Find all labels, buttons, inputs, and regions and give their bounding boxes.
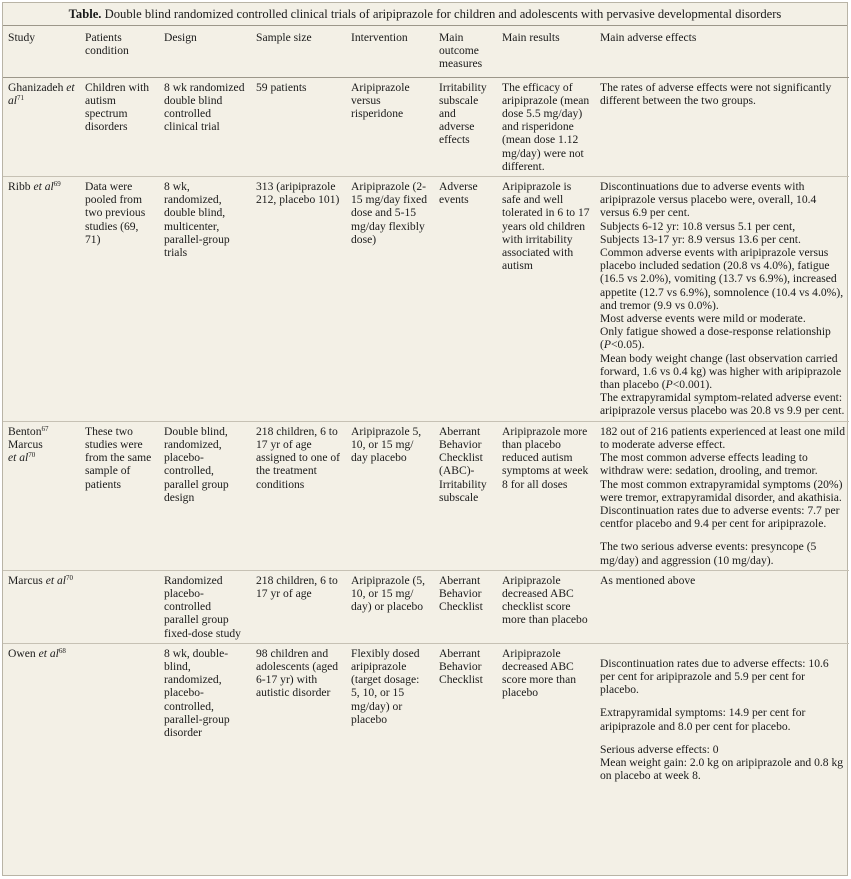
adverse-paragraph: The two serious adverse events: presyncope (5 mg/day) and aggression (10 mg/day). xyxy=(600,540,817,567)
cell-sample: 218 children, 6 to 17 yr of age xyxy=(251,570,346,643)
study-name: Benton xyxy=(8,424,42,438)
adverse-paragraph: Discontinuation rates due to adverse effects: 10.6 per cent for aripiprazole and 5.9 per cent for placebo. xyxy=(600,656,829,697)
table-row xyxy=(3,177,849,422)
study-ref: 68 xyxy=(58,646,66,655)
cell-outcome: Adverse events xyxy=(434,177,497,422)
cell-results: Aripiprazole is safe and well tolerated in 6 to 17 years old children with irritability associated with autism xyxy=(497,177,595,422)
cell-adverse: The rates of adverse effects were not significantly different between the two groups. xyxy=(595,77,849,176)
adverse-paragraph: Common adverse events with aripiprazole versus placebo included sedation (20.8 vs 4.0%), fatigue (16.5 vs 2.0%), vomiting (13.7 vs 6.9%), increased appetite (12.7 vs 6.9%), somnolence (10.4 vs 4.0%), and tremor (9.9 vs 0.0%). xyxy=(600,246,844,312)
cell-intervention: Aripiprazole 5, 10, or 15 mg/ day placebo xyxy=(346,421,434,570)
study-ref: 67 xyxy=(41,424,49,433)
paragraph-gap xyxy=(600,733,845,743)
col-header-design: Design xyxy=(159,26,251,77)
cell-adverse xyxy=(595,421,849,570)
header-row xyxy=(3,26,849,77)
table-row xyxy=(3,77,849,176)
cell-intervention: Aripiprazole versus risperidone xyxy=(346,77,434,176)
study-etal: et al xyxy=(8,451,29,465)
study-etal: et al xyxy=(38,646,59,660)
table-caption xyxy=(3,3,847,26)
study-ref: 70 xyxy=(65,573,73,582)
paragraph-gap xyxy=(600,530,845,540)
cell-patients: Children with autism spectrum disorders xyxy=(80,77,159,176)
cell-design: Double blind, randomized, placebo-controlled, parallel group design xyxy=(159,421,251,570)
text-run: <0.05). xyxy=(610,338,645,352)
cell-patients: Data were pooled from two previous studies (69, 71) xyxy=(80,177,159,422)
cell-sample: 59 patients xyxy=(251,77,346,176)
adverse-paragraph: Extrapyramidal symptoms: 14.9 per cent for aripiprazole and 8.0 per cent for placebo. xyxy=(600,706,806,733)
adverse-paragraph: Serious adverse effects: 0 xyxy=(600,742,719,756)
cell-outcome: Aberrant Behavior Checklist xyxy=(439,646,483,687)
p-value-symbol: P xyxy=(665,378,673,392)
cell-study xyxy=(3,570,80,643)
cell-intervention: Flexibly dosed aripiprazole (target dosage: 5, 10, or 15 mg/day) or placebo xyxy=(351,646,420,726)
study-name: Owen xyxy=(8,646,36,660)
study-ref: 69 xyxy=(53,180,61,189)
adverse-paragraph: Discontinuation rates due to adverse events: 7.7 per centfor placebo and 9.4 per cent for aripiprazole. xyxy=(600,503,840,531)
adverse-paragraph: Mean weight gain: 2.0 kg on aripiprazole and 0.8 kg on placebo at week 8. xyxy=(600,755,844,783)
cell-outcome: Irritability subscale and adverse effects xyxy=(434,77,497,176)
study-etal: et al xyxy=(8,80,75,107)
cell-study xyxy=(3,421,80,570)
cell-results: Aripiprazole more than placebo reduced autism symptoms at week 8 for all doses xyxy=(497,421,595,570)
adverse-paragraph xyxy=(600,352,845,392)
study-name-2: Marcus xyxy=(8,437,43,451)
col-header-patients: Patients condition xyxy=(80,26,159,77)
caption-text: Double blind randomized controlled clinical trials of aripiprazole for children and adolescents with pervasive developmental disorders xyxy=(104,7,782,21)
cell-sample: 98 children and adolescents (aged 6-17 yr) with autistic disorder xyxy=(256,646,339,700)
cell-results: Aripiprazole decreased ABC score more than placebo xyxy=(502,646,577,700)
caption-label: Table. xyxy=(68,7,102,21)
study-name: Marcus xyxy=(8,573,43,587)
cell-sample: 313 (aripiprazole 212, placebo 101) xyxy=(251,177,346,422)
trials-table xyxy=(3,26,849,785)
study-etal: et al xyxy=(45,573,66,587)
col-header-intervention: Intervention xyxy=(346,26,434,77)
table-row xyxy=(3,421,849,570)
adverse-paragraph: Subjects 13-17 yr: 8.9 versus 13.6 per cent. xyxy=(600,232,801,246)
study-ref: 71 xyxy=(17,93,25,102)
adverse-paragraph: Most adverse events were mild or moderate. xyxy=(600,312,806,326)
cell-design: 8 wk, double-blind, randomized, placebo-controlled, parallel-group disorder xyxy=(164,646,230,739)
adverse-paragraph: The most common adverse effects leading to withdraw were: sedation, drooling, and tremor. xyxy=(600,451,818,478)
table-row xyxy=(3,643,849,785)
cell-patients: These two studies were from the same sample of patients xyxy=(80,421,159,570)
col-header-adverse: Main adverse effects xyxy=(595,26,849,77)
adverse-paragraph: The extrapyramidal symptom-related adverse event: aripiprazole versus placebo was 20.8 vs 9.9 per cent. xyxy=(600,391,845,418)
cell-intervention: Aripiprazole (5, 10, or 15 mg/ day) or placebo xyxy=(346,570,434,643)
cell-study xyxy=(3,77,80,176)
cell-patients xyxy=(80,570,159,643)
p-value-symbol: P xyxy=(603,338,611,352)
table-row xyxy=(3,570,849,643)
cell-intervention: Aripiprazole (2-15 mg/day fixed dose and 5-15 mg/day flexibly dose) xyxy=(346,177,434,422)
col-header-outcome: Main outcome measures xyxy=(434,26,497,77)
paragraph-gap xyxy=(600,647,845,657)
paragraph-gap xyxy=(600,696,845,706)
cell-adverse: As mentioned above xyxy=(595,570,849,643)
cell-adverse xyxy=(595,177,849,422)
cell-design: 8 wk randomized double blind controlled clinical trial xyxy=(159,77,251,176)
adverse-paragraph: Discontinuations due to adverse events with aripiprazole versus placebo were, overall, 10.4 versus 6.9 per cent. xyxy=(600,180,817,220)
cell-outcome: Aberrant Behavior Checklist (ABC)-Irritability subscale xyxy=(434,421,497,570)
study-ref: 70 xyxy=(28,451,36,460)
cell-patients xyxy=(80,643,159,785)
cell-study xyxy=(3,643,80,785)
adverse-paragraph xyxy=(600,325,845,351)
study-name: Ribb xyxy=(8,180,31,194)
col-header-study: Study xyxy=(3,26,80,77)
text-run: <0.001). xyxy=(672,378,713,392)
cell-adverse xyxy=(595,643,849,785)
cell-outcome: Aberrant Behavior Checklist xyxy=(434,570,497,643)
adverse-paragraph: 182 out of 216 patients experienced at least one mild to moderate adverse effect. xyxy=(600,424,846,451)
cell-results: Aripiprazole decreased ABC checklist score more than placebo xyxy=(497,570,595,643)
study-etal: et al xyxy=(33,180,54,194)
cell-design: Randomized placebo-controlled parallel group fixed-dose study xyxy=(159,570,251,643)
col-header-sample: Sample size xyxy=(251,26,346,77)
adverse-paragraph: Subjects 6-12 yr: 10.8 versus 5.1 per cent, xyxy=(600,219,796,233)
cell-design: 8 wk, randomized, double blind, multicenter, parallel-group trials xyxy=(159,177,251,422)
col-header-results: Main results xyxy=(497,26,595,77)
cell-study xyxy=(3,177,80,422)
cell-sample: 218 children, 6 to 17 yr of age assigned to one of the treatment conditions xyxy=(251,421,346,570)
table-container xyxy=(2,2,848,876)
cell-results: The efficacy of aripiprazole (mean dose 5.5 mg/day) and risperidone (mean dose 1.12 mg/day) were not different. xyxy=(497,77,595,176)
adverse-paragraph: The most common extrapyramidal symptoms (20%) were tremor, extrapyramidal disorder, and akathisia. xyxy=(600,477,843,504)
study-name: Ghanizadeh xyxy=(8,80,64,94)
text-run: Mean body weight change (last observation carried forward, 1.6 vs 0.4 kg) was higher with aripiprazole than placebo ( xyxy=(600,351,842,392)
text-run: Only fatigue showed a dose-response relationship ( xyxy=(600,325,831,352)
